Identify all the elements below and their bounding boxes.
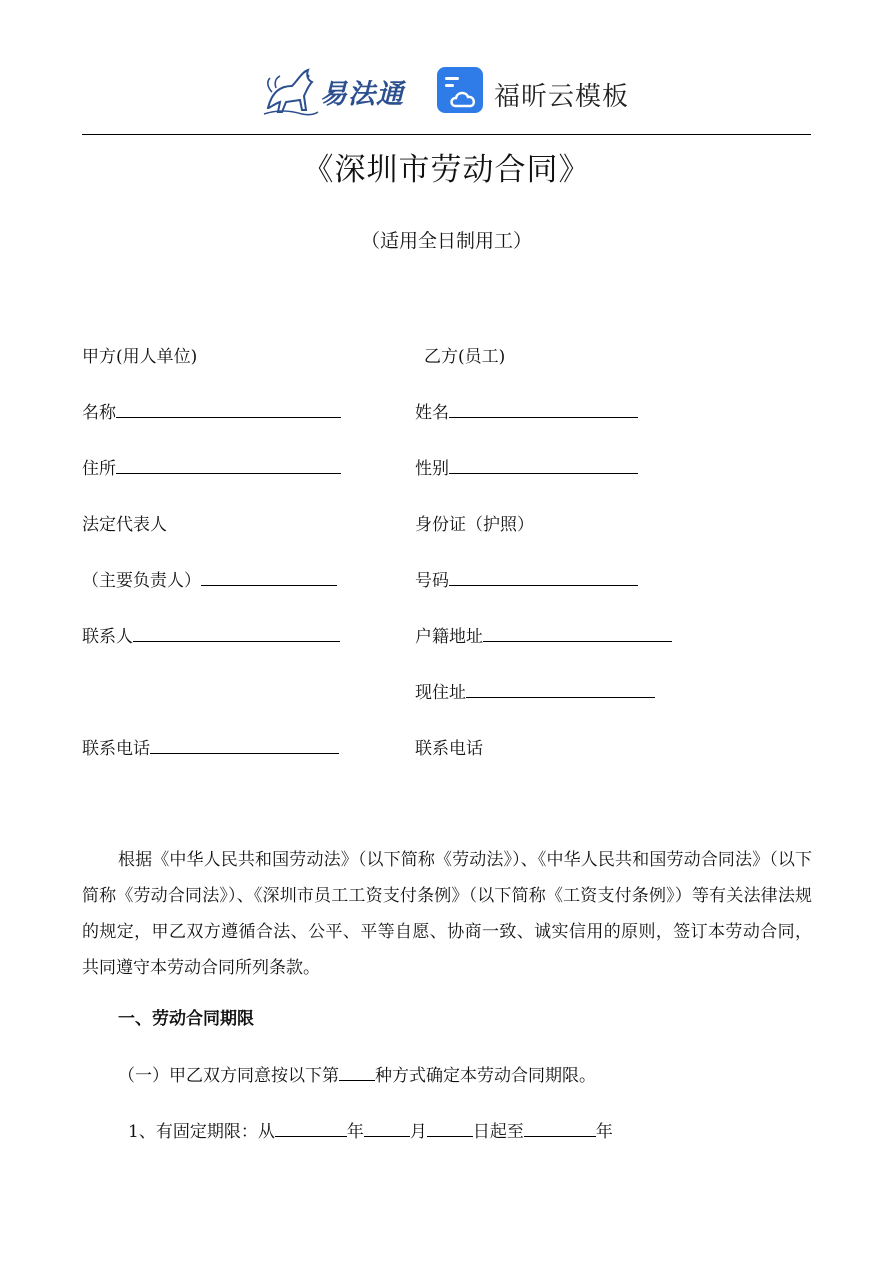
header-divider	[82, 134, 811, 135]
party-a-name-field[interactable]	[116, 400, 341, 418]
cloud-document-icon	[436, 66, 486, 116]
party-a-heading: 甲方(用人单位)	[82, 347, 198, 367]
party-b-household-label: 户籍地址	[415, 627, 483, 647]
party-a-address-label: 住所	[82, 459, 116, 479]
document-subtitle: （适用全日制用工）	[360, 230, 532, 252]
party-b-name-row	[415, 398, 638, 423]
clause-1-row	[118, 1061, 596, 1086]
party-b-household-field[interactable]	[483, 624, 672, 642]
end-year-label: 年	[595, 1122, 613, 1142]
party-a-name-row	[82, 398, 341, 423]
party-b-id-number-label: 号码	[415, 571, 449, 591]
yifatong-logo	[262, 62, 412, 122]
start-year-field[interactable]	[275, 1119, 347, 1137]
start-month-label: 月	[409, 1122, 427, 1142]
party-a-principal-row	[82, 566, 337, 591]
party-a-contact-field[interactable]	[133, 624, 340, 642]
party-b-gender-label: 性别	[415, 459, 449, 479]
party-a-name-label: 名称	[82, 403, 116, 423]
yifatong-logo-text: 易法通	[320, 79, 404, 110]
foxit-logo	[436, 64, 636, 120]
party-b-current-address-label: 现住址	[415, 683, 466, 703]
party-b-name-label: 姓名	[415, 403, 449, 423]
party-b-heading: 乙方(员工)	[424, 347, 506, 367]
end-year-field[interactable]	[524, 1119, 596, 1137]
page-header	[0, 58, 893, 128]
party-a-contact-label: 联系人	[82, 627, 133, 647]
start-month-field[interactable]	[364, 1119, 410, 1137]
clause-1-post: 种方式确定本劳动合同期限。	[375, 1066, 596, 1086]
start-year-label: 年	[346, 1122, 364, 1142]
party-a-phone-field[interactable]	[150, 736, 339, 754]
party-a-legal-rep-label: 法定代表人	[82, 515, 167, 535]
party-b-id-number-row	[415, 566, 638, 591]
party-b-phone-label: 联系电话	[415, 739, 483, 759]
document-title: 《深圳市劳动合同》	[302, 152, 591, 188]
party-b-id-number-field[interactable]	[449, 568, 638, 586]
fixed-term-label: 1、有固定期限：从	[128, 1122, 275, 1142]
party-a-address-field[interactable]	[116, 456, 341, 474]
party-a-phone-row	[82, 734, 339, 759]
party-b-gender-row	[415, 454, 638, 479]
qilin-icon	[262, 62, 320, 120]
party-a-contact-row	[82, 622, 340, 647]
party-a-principal-label: （主要负责人）	[82, 571, 201, 591]
party-a-address-row	[82, 454, 341, 479]
foxit-logo-text: 福昕云模板	[494, 82, 630, 112]
clause-1-option-field[interactable]	[339, 1063, 375, 1081]
party-b-current-address-field[interactable]	[466, 680, 655, 698]
party-a-principal-field[interactable]	[201, 568, 337, 586]
day-to-label: 日起至	[472, 1122, 524, 1142]
party-b-name-field[interactable]	[449, 400, 638, 418]
party-b-current-address-row	[415, 678, 655, 703]
clause-1-pre: （一）甲乙双方同意按以下第	[118, 1066, 339, 1086]
section-1-heading: 一、劳动合同期限	[118, 1009, 254, 1029]
party-b-household-row	[415, 622, 672, 647]
start-day-field[interactable]	[427, 1119, 473, 1137]
party-b-gender-field[interactable]	[449, 456, 638, 474]
fixed-term-row	[128, 1117, 613, 1142]
preamble-paragraph: 根据《中华人民共和国劳动法》（以下简称《劳动法》）、《中华人民共和国劳动合同法》（以下简称《劳动合同法》）、《深圳市员工工资支付条例》（以下简称《工资支付条例》）等有关法律法规的规定，甲乙双方遵循合法、公平、平等自愿、协商一致、诚实信用的原则，签订本劳动合同，共同遵守本劳动合同所列条款。	[82, 850, 812, 978]
party-a-phone-label: 联系电话	[82, 739, 150, 759]
party-b-id-label: 身份证（护照）	[415, 515, 534, 535]
